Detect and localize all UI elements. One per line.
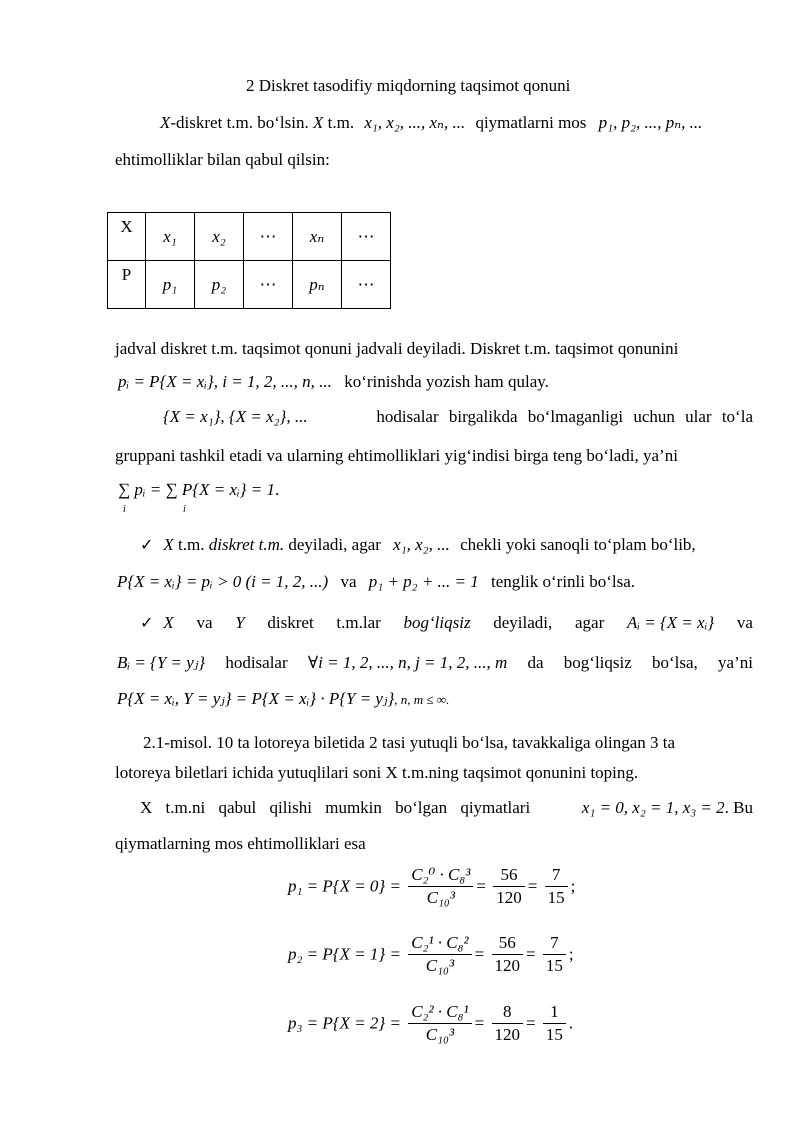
checkmark-icon: ✓: [140, 613, 154, 632]
sum-index-2: i: [183, 504, 186, 515]
formula-event-a: Aᵢ = {X = xᵢ}: [626, 613, 715, 632]
para1-line-1: jadval diskret t.m. taqsimot qonuni jadvali deyiladi. Diskret t.m. taqsimot qonunini: [115, 339, 679, 358]
table-cell: ⋯: [342, 213, 391, 261]
para2-text: hodisalar birgalikda bo‘lmaganligi uchun ular to‘la: [376, 407, 753, 426]
section-title: 2 Diskret tasodifiy miqdorning taqsimot qonuni: [246, 76, 571, 95]
example-line-1: 2.1-misol. 10 ta lotoreya biletida 2 tasi yutuqli bo‘lsa, tavakkaliga olingan 3 ta: [143, 733, 676, 752]
formula-x-sequence: x₁, x₂, ..., xₙ, ...: [364, 113, 466, 132]
row-label-x: X: [108, 213, 146, 261]
intro-line-2: ehtimolliklar bilan qabul qilsin:: [115, 150, 330, 169]
var-x: X: [313, 113, 324, 132]
bullet-2-line-3: P{X = xᵢ, Y = yⱼ} = P{X = xᵢ} · P{Y = yⱼ}, n, m ≤ ∞.: [117, 689, 450, 708]
para1-tail: ko‘rinishda yozish ham qulay.: [344, 372, 549, 391]
term-discrete: diskret t.m.: [208, 535, 285, 554]
formula-seq: x₁, x₂, ...: [393, 535, 450, 554]
bullet-1-line-1: ✓ X t.m. diskret t.m. deyiladi, agar x₁, x₂, ... chekli yoki sanoqli to‘plam bo‘lib,: [140, 535, 696, 554]
para2-line-1: [163, 407, 753, 427]
formula-forall: ∀i = 1, 2, ..., n, j = 1, 2, ..., m: [307, 653, 508, 672]
fraction: $\frac{56}{120}$: [492, 932, 524, 977]
fraction: $\frac{8}{120}$: [492, 1001, 524, 1046]
example-line-2: lotoreya biletlari ichida yutuqlilari soni X t.m.ning taqsimot qonunini toping.: [115, 763, 639, 782]
table-cell: p₂: [195, 261, 244, 309]
intro-text-2: t.m.: [323, 113, 355, 132]
formula-event-b: Bᵢ = {Y = yⱼ}: [117, 653, 206, 672]
formula-p2: p₂ = P{X = 1} = $\frac{\text{C₂¹ · C₈²}}{\text{C₁₀³}}$ = $\frac{56}{120}$ = $\frac{7}{15}$ ;: [288, 933, 574, 975]
fraction: $\frac{1}{15}$: [543, 1001, 566, 1046]
intro-line-1: [160, 113, 702, 133]
formula-product: P{X = xᵢ, Y = yⱼ} = P{X = xᵢ} · P{Y = yⱼ}: [117, 689, 395, 708]
solution-line-1: X t.m.ni qabul qilishi mumkin bo‘lgan qiymatlari x₁ = 0, x₂ = 1, x₃ = 2. Bu: [140, 798, 753, 817]
formula-pi-def: pᵢ = P{X = xᵢ}, i = 1, 2, ..., n, ...: [118, 372, 332, 391]
fraction: $\frac{7}{15}$: [545, 864, 568, 909]
para1-line-2: [118, 372, 549, 392]
fraction: $\frac{\text{C₂¹ · C₈²}}{\text{C₁₀³}}$: [408, 932, 471, 977]
checkmark-icon: ✓: [140, 535, 154, 554]
row-label-p: P: [108, 261, 146, 309]
table-row: [108, 213, 391, 261]
var-x: X: [160, 113, 171, 132]
solution-line-2: qiymatlarning mos ehtimolliklari esa: [115, 834, 366, 853]
formula-p-sequence: p₁, p₂, ..., pₙ, ...: [598, 113, 703, 132]
formula-p1: p₁ = P{X = 0} = $\frac{\text{C₂⁰ · C₈³}}{\text{C₁₀³}}$ = $\frac{56}{120}$ = $\frac{7}{15}$ ;: [288, 865, 576, 907]
table-cell: x₂: [195, 213, 244, 261]
table-cell: ⋯: [244, 261, 293, 309]
fraction: $\frac{\text{C₂⁰ · C₈³}}{\text{C₁₀³}}$: [408, 864, 473, 909]
intro-text-1: -diskret t.m. bo‘lsin.: [170, 113, 309, 132]
table-cell: ⋯: [342, 261, 391, 309]
para2-line-2: gruppani tashkil etadi va ularning ehtimolliklari yig‘indisi birga teng bo‘ladi, ya’ni: [115, 446, 678, 465]
formula-condition-sum: p₁ + p₂ + ... = 1: [368, 572, 479, 591]
table-cell: ⋯: [244, 213, 293, 261]
table-cell: pₙ: [293, 261, 342, 309]
term-independent: bog‘liqsiz: [403, 613, 471, 632]
bullet-1-line-2: P{X = xᵢ} = pᵢ > 0 (i = 1, 2, ...) va p₁ + p₂ + ... = 1 tenglik o‘rinli bo‘lsa.: [117, 572, 636, 591]
sum-index-1: i: [123, 504, 126, 515]
bullet-2-line-1: ✓ X va Y diskret t.m.lar bog‘liqsiz deyiladi, agar Aᵢ = {X = xᵢ} va: [140, 613, 753, 632]
formula-sum: ∑ pᵢ = ∑ P{X = xᵢ} = 1.: [118, 480, 280, 499]
fraction: $\frac{7}{15}$: [543, 932, 566, 977]
bullet-2-line-2: Bᵢ = {Y = yⱼ} hodisalar ∀i = 1, 2, ..., n, j = 1, 2, ..., m da bog‘liqsiz bo‘lsa, ya’ni: [117, 653, 753, 672]
table-cell: xₙ: [293, 213, 342, 261]
distribution-table: [107, 212, 391, 309]
fraction: $\frac{56}{120}$: [493, 864, 525, 909]
formula-condition-positive: P{X = xᵢ} = pᵢ > 0 (i = 1, 2, ...): [117, 572, 329, 591]
formula-values: x₁ = 0, x₂ = 1, x₃ = 2: [581, 798, 725, 817]
formula-p3: p₃ = P{X = 2} = $\frac{\text{C₂² · C₈¹}}{\text{C₁₀³}}$ = $\frac{8}{120}$ = $\frac{1}{15}$ .: [288, 1002, 574, 1044]
table-cell: x₁: [146, 213, 195, 261]
fraction: $\frac{\text{C₂² · C₈¹}}{\text{C₁₀³}}$: [408, 1001, 471, 1046]
table-cell: p₁: [146, 261, 195, 309]
table-row: [108, 261, 391, 309]
formula-events: {X = x₁}, {X = x₂}, ...: [163, 407, 308, 426]
intro-text-3: qiymatlarni mos: [475, 113, 587, 132]
